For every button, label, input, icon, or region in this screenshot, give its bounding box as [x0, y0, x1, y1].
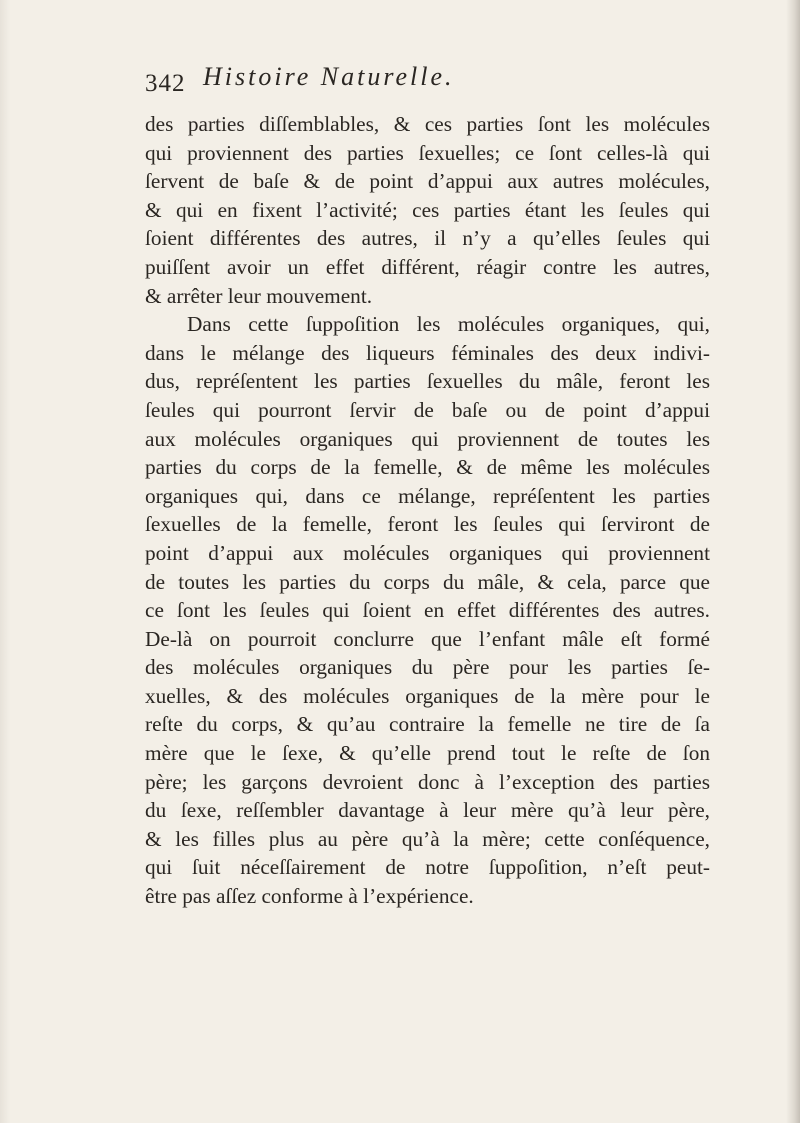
text-line: de toutes les parties du corps du mâle, & cela, parce que [145, 569, 710, 594]
text-line: dans le mélange des liqueurs féminales des deux indivi- [145, 340, 710, 365]
text-line: Dans cette ſuppoſition les molécules organiques, qui, [187, 312, 710, 337]
text-line: point d’appui aux molécules organiques qui proviennent [145, 540, 710, 565]
text-line: dus, repréſentent les parties ſexuelles du mâle, feront les [145, 369, 710, 394]
text-line: parties du corps de la femelle, & de même les molécules [145, 455, 710, 480]
text-line: & qui en fixent l’activité; ces parties étant les ſeules qui [145, 197, 710, 222]
text-line: & les filles plus au père qu’à la mère; cette conſéquence, [145, 826, 710, 851]
text-line: ſeules qui pourront ſervir de baſe ou de point d’appui [145, 397, 710, 422]
text-line: aux molécules organiques qui proviennent de toutes les [145, 426, 710, 451]
text-line: mère que le ſexe, & qu’elle prend tout le reſte de ſon [145, 741, 710, 766]
text-line: être pas aſſez conforme à l’expérience. [145, 884, 474, 909]
text-line: ſexuelles de la femelle, feront les ſeules qui ſerviront de [145, 512, 710, 537]
text-line: reſte du corps, & qu’au contraire la femelle ne tire de ſa [145, 712, 710, 737]
text-line: ce ſont les ſeules qui ſoient en effet différentes des autres. [145, 598, 710, 623]
text-line: ſoient différentes des autres, il n’y a qu’elles ſeules qui [145, 226, 710, 251]
running-title: Histoire Naturelle. [203, 62, 455, 91]
text-line: & arrêter leur mouvement. [145, 283, 373, 308]
text-line: du ſexe, reſſembler davantage à leur mère qu’à leur père, [145, 798, 710, 823]
page-edge-shadow-left [0, 0, 10, 1123]
text-line: des molécules organiques du père pour les parties ſe- [145, 655, 710, 680]
page-number: 342 [145, 70, 186, 97]
running-head [145, 62, 705, 98]
text-line: des parties diſſemblables, & ces parties ſont les molécules [145, 112, 710, 136]
text-line: père; les garçons devroient donc à l’exception des parties [145, 769, 710, 794]
text-line: qui proviennent des parties ſexuelles; ce ſont celles-là qui [145, 140, 710, 165]
text-line: ſervent de baſe & de point d’appui aux autres molécules, [145, 169, 710, 194]
text-line: qui ſuit néceſſairement de notre ſuppoſition, n’eſt peut- [145, 855, 710, 880]
text-line: organiques qui, dans ce mélange, repréſentent les parties [145, 483, 710, 508]
text-line: puiſſent avoir un effet différent, réagir contre les autres, [145, 254, 710, 279]
body-text [145, 110, 710, 911]
page-edge-shadow-right [786, 0, 800, 1123]
text-line: De-là on pourroit conclurre que l’enfant mâle eſt formé [145, 626, 710, 651]
text-line: xuelles, & des molécules organiques de la mère pour le [145, 683, 710, 708]
